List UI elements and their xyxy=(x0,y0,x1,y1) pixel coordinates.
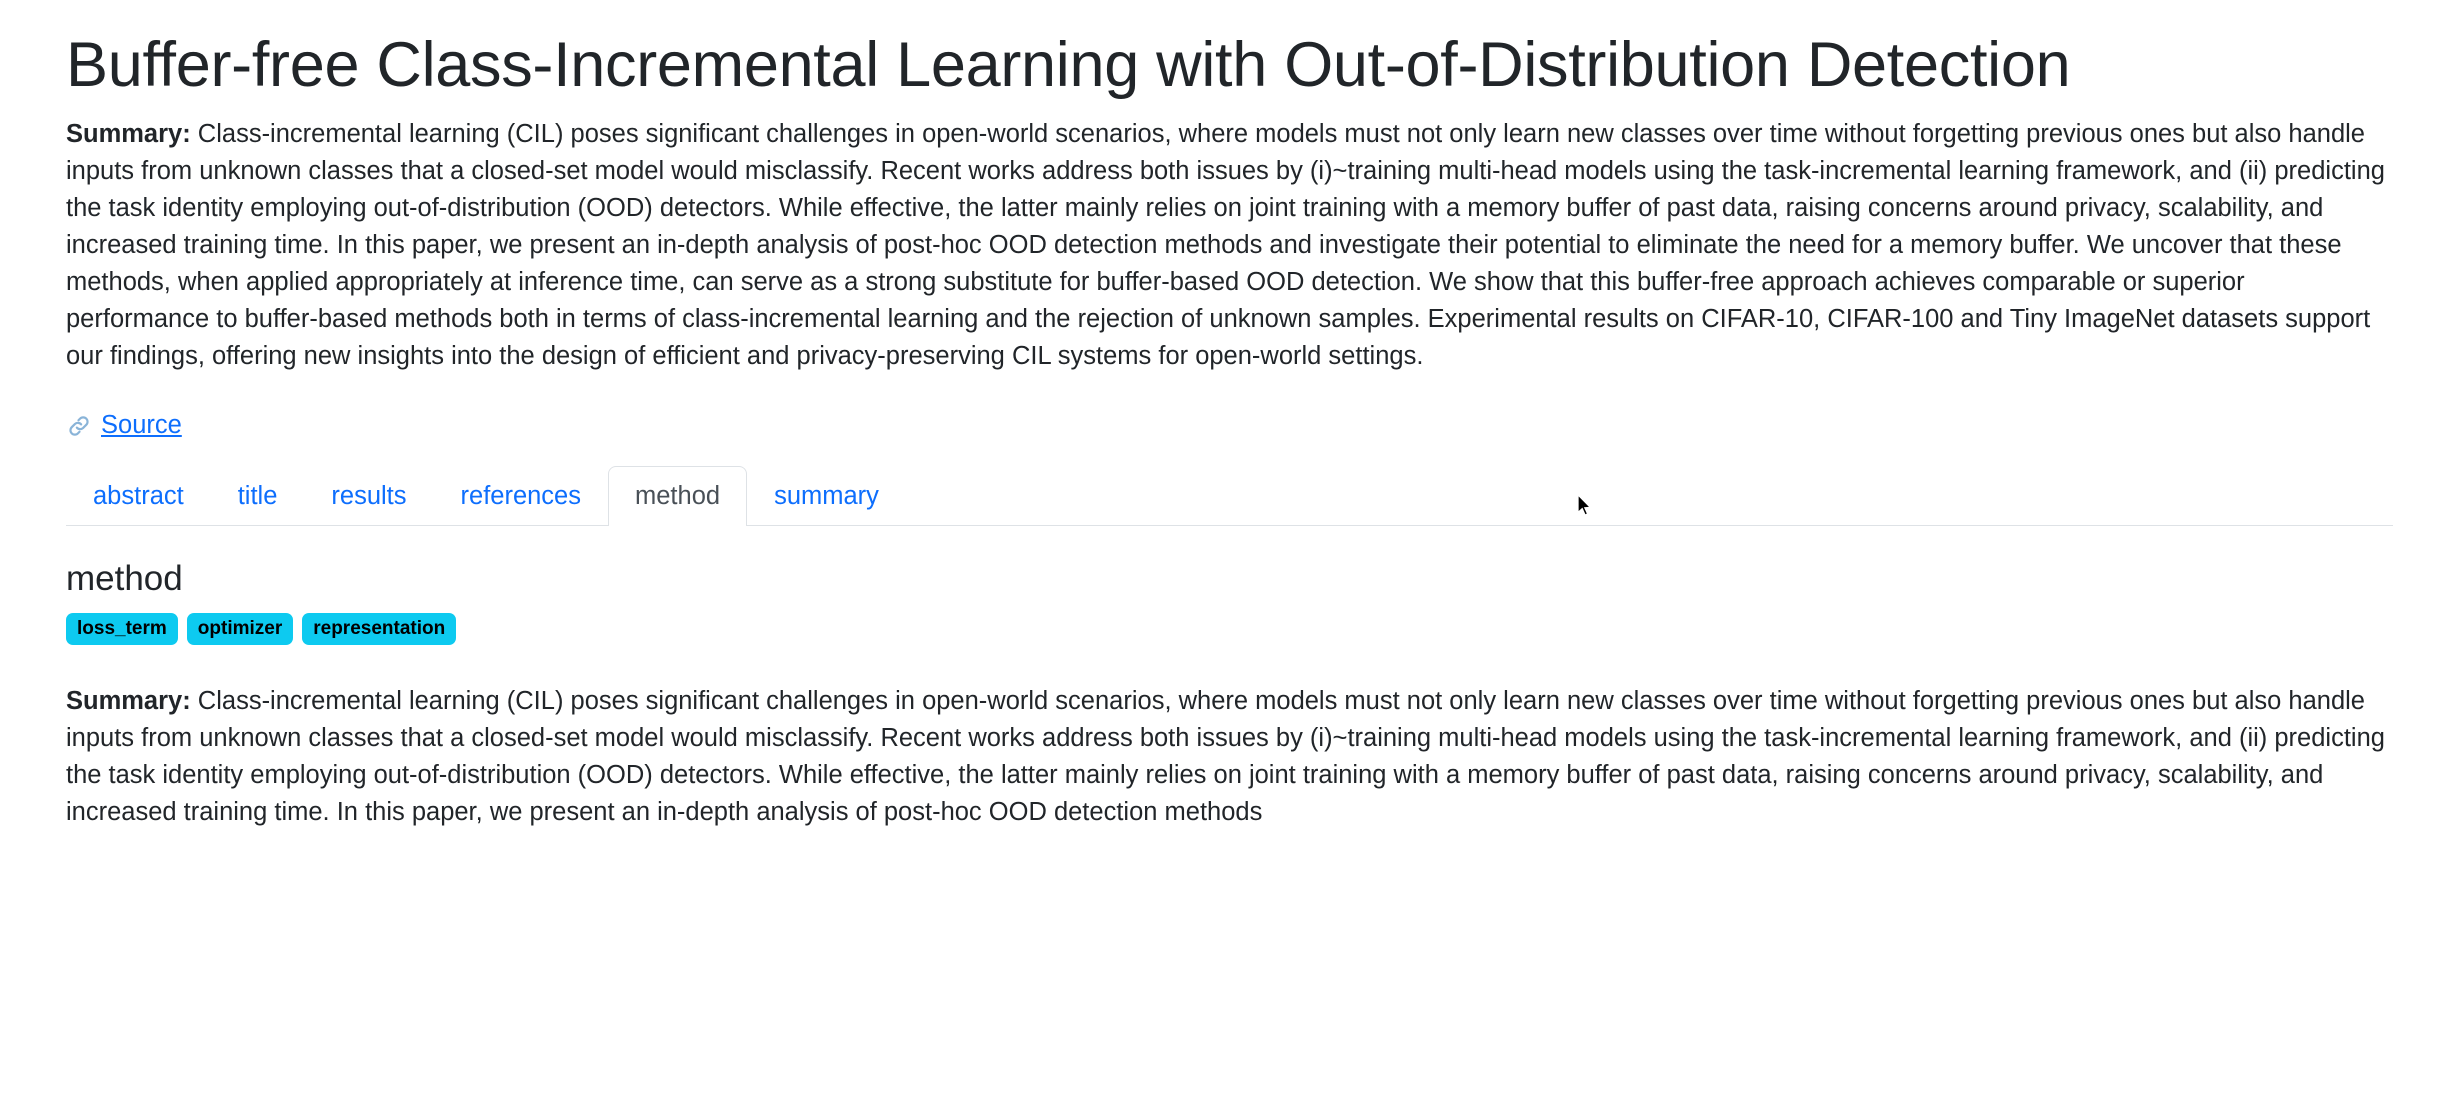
tab-results[interactable]: results xyxy=(331,482,407,511)
tab-abstract[interactable]: abstract xyxy=(93,482,184,511)
source-link[interactable]: Source xyxy=(101,411,182,440)
tab-summary[interactable]: summary xyxy=(774,482,879,511)
tag-list xyxy=(66,613,2393,645)
tab-references[interactable]: references xyxy=(460,482,581,511)
tag-representation: representation xyxy=(302,613,456,645)
summary-label: Summary: xyxy=(66,120,191,149)
section-heading: method xyxy=(66,558,183,598)
paper-summary xyxy=(66,116,2393,375)
tab-bar xyxy=(66,466,2393,526)
source-row xyxy=(66,411,2393,440)
summary-text: Class-incremental learning (CIL) poses significant challenges in open-world scenarios, where models must not only learn new classes over time without forgetting previous ones but also handle inputs from unknown classes that a closed-set model would misclassify. Recent works address both issues by (i)~training multi-head models using the task-incremental learning framework, and (ii) predicting the task identity employing out-of-distribution (OOD) detectors. While effective, the latter mainly relies on joint training with a memory buffer of past data, raising concerns around privacy, scalability, and increased training time. In this paper, we present an in-depth analysis of post-hoc OOD detection methods and investigate their potential to eliminate the need for a memory buffer. We uncover that these methods, when applied appropriately at inference time, can serve as a strong substitute for buffer-based OOD detection. We show that this buffer-free approach achieves comparable or superior performance to buffer-based methods both in terms of class-incremental learning and the rejection of unknown samples. Experimental results on CIFAR-10, CIFAR-100 and Tiny ImageNet datasets support our findings, offering new insights into the design of efficient and privacy-preserving CIL systems for open-world settings. xyxy=(66,120,2385,371)
link-icon xyxy=(66,413,92,439)
tab-title[interactable]: title xyxy=(237,482,278,511)
tag-loss-term: loss_term xyxy=(66,613,178,645)
section-summary-text: Class-incremental learning (CIL) poses significant challenges in open-world scenarios, where models must not only learn new classes over time without forgetting previous ones but also handle inputs from unknown classes that a closed-set model would misclassify. Recent works address both issues by (i)~training multi-head models using the task-incremental learning framework, and (ii) predicting the task identity employing out-of-distribution (OOD) detectors. While effective, the latter mainly relies on joint training with a memory buffer of past data, raising concerns around privacy, scalability, and increased training time. In this paper, we present an in-depth analysis of post-hoc OOD detection methods xyxy=(66,686,2385,826)
tag-optimizer: optimizer xyxy=(187,613,293,645)
page-title: Buffer-free Class-Incremental Learning with Out-of-Distribution Detection xyxy=(66,30,2071,100)
section-summary xyxy=(66,683,2393,831)
section-summary-label: Summary: xyxy=(66,686,191,715)
tab-method[interactable]: method xyxy=(608,466,747,526)
